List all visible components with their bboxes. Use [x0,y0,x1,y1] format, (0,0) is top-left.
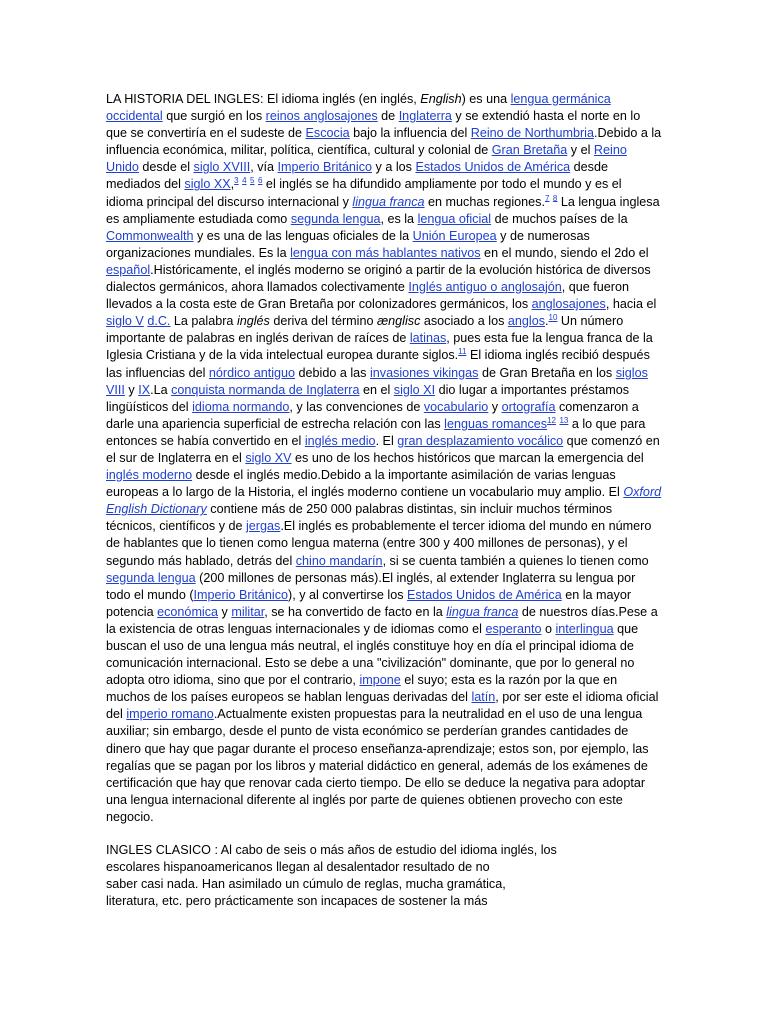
text-run: que buscan el uso de una lengua más neutral, el inglés constituye hoy en día el principal idioma de comunicación internacional. Esto se debe a una "civilización" dominante, que por lo general no adopta otro idioma, sino que por el contrario, [106,621,639,688]
text-run: dio lugar a importantes préstamos lingüísticos del [106,382,629,414]
text-run: de nuestros días.Pese a la existencia de otras lenguas internacionales y de idiomas como el [106,604,658,636]
article-link[interactable]: Imperio Británico [277,160,373,175]
text-run: en muchas regiones. [424,194,545,209]
text-run: y [488,399,502,414]
article-link[interactable]: Reino de Northumbria [470,126,594,141]
text-run: el suyo; esta es la razón por la que en muchos de los países europeos se hablan lenguas derivadas del [106,673,618,705]
text-run: , que fueron llevados a la costa este de Gran Bretaña por colonizadores germánicos, los [106,280,629,312]
italic-text: English [420,92,462,106]
article-link[interactable]: siglos VIII [106,365,648,397]
text-run: de muchos países de la [491,211,628,226]
article-link[interactable]: inglés medio [304,433,376,448]
article-link[interactable]: d.C. [147,314,171,329]
article-link[interactable]: Oxford English Dictionary [106,485,662,517]
text-run: en el [359,382,394,397]
article-link[interactable]: económica [157,604,219,619]
text-run: o [541,621,556,636]
text-run: desde el [138,160,194,175]
article-link[interactable]: Estados Unidos de América [407,587,562,602]
article-link[interactable]: Estados Unidos de América [415,160,571,175]
text-run: . El [375,433,398,448]
document-page [106,91,662,910]
text-run: , se ha convertido de facto en la [264,604,447,619]
classic-english-paragraph [106,842,662,910]
text-run: deriva del término [269,314,377,329]
article-link[interactable]: anglosajones [531,297,606,312]
text-run: El idioma inglés recibió después las influencias del [106,348,650,380]
article-link[interactable]: segunda lengua [290,211,381,226]
text-line: literatura, etc. pero prácticamente son incapaces de sostener la más [106,894,488,909]
article-link[interactable]: segunda lengua [106,570,196,585]
text-run: , [230,177,235,192]
text-run: ), y al convertirse los [288,587,407,602]
reference-link[interactable]: 4 [242,176,247,186]
text-run: y [218,604,232,619]
article-link[interactable]: siglo XVIII [193,160,251,175]
text-line: escolares hispanoamericanos llegan al desalentador resultado de no [106,860,490,875]
article-link[interactable]: español [106,262,151,277]
article-link[interactable]: inglés moderno [106,468,193,483]
text-run: y [124,382,139,397]
article-link[interactable]: jergas [246,519,281,534]
article-link[interactable]: Gran Bretaña [491,143,568,158]
text-run: en la mayor potencia [106,587,632,619]
article-link[interactable]: siglo XI [393,382,436,397]
article-link[interactable]: lengua oficial [417,211,492,226]
article-link[interactable]: siglo XX [184,177,231,192]
article-link[interactable]: lengua con más hablantes nativos [290,245,481,260]
article-link[interactable]: lengua germánica occidental [106,92,611,124]
reference-link[interactable]: 5 [250,176,255,186]
text-run: , por ser este el idioma oficial del [106,690,659,722]
text-run: y el [567,143,594,158]
text-run: (200 millones de personas más).El inglés, al extender Inglaterra su lengua por todo el mundo ( [106,570,636,602]
text-run: de Gran Bretaña en los [478,365,616,380]
text-run: y de numerosas organizaciones mundiales. Es la [106,228,590,260]
article-link[interactable]: latín [471,690,496,705]
article-link[interactable]: anglos [507,314,546,329]
text-run: desde el inglés medio.Debido a la importante asimilación de varias lenguas europeas a lo largo de la Historia, el inglés moderno contiene un vocabulario muy amplio. El [106,468,624,500]
article-link[interactable]: Unión Europea [412,228,497,243]
reference-link[interactable]: 11 [458,347,467,357]
text-run: .Históricamente, el inglés moderno se originó a partir de la evolución histórica de diversos dialectos germánicos, ahora llamados colectivamente [106,262,651,295]
article-link[interactable]: Imperio Británico [193,587,289,602]
article-link[interactable]: IX [138,382,151,397]
history-paragraph [106,91,662,826]
text-run: que comenzó en el sur de Inglaterra en el [106,433,660,465]
text-run: a lo que para entonces se había convertido en el [106,416,646,448]
article-link[interactable]: Commonwealth [106,228,194,243]
text-run: LA HISTORIA DEL INGLES: El idioma inglés (en inglés, [106,92,421,106]
article-link[interactable]: chino mandarín [295,553,383,568]
article-link[interactable]: lingua franca [352,194,425,209]
article-link[interactable]: militar [231,604,265,619]
article-link[interactable]: conquista normanda de Inglaterra [171,382,360,397]
text-run: .Actualmente existen propuestas para la neutralidad en el uso de una lengua auxiliar; sin embargo, desde el punto de vista económico se perderían grandes cantidades de dinero que hay que pagar durante el proceso enseñanza-aprendizaje; estos son, por ejemplo, las regalías que se pagan por los libros y material didáctico en general, además de los exámenes de certificación que hay que renovar cada cierto tiempo. De ello se deduce la negativa para adoptar una lengua internacional diferente al inglés por parte de quienes obtienen provecho con este negocio. [106,707,649,824]
text-run: que surgió en los [162,109,266,124]
article-link[interactable]: vocabulario [423,399,489,414]
article-link[interactable]: lenguas romances [444,416,548,431]
text-run: debido a las [295,365,370,380]
text-run: .La [150,382,172,397]
text-run: La lengua inglesa es ampliamente estudiada como [106,194,660,226]
reference-link[interactable]: 10 [548,313,558,323]
text-run: La palabra [170,314,237,329]
text-run: Un número importante de palabras en inglés derivan de raíces de [106,314,624,346]
text-run: y es una de las lenguas oficiales de la [193,228,413,243]
text-run: es uno de los hechos históricos que marcan la emergencia del [291,450,644,465]
article-link[interactable]: nórdico antiguo [208,365,296,380]
text-run: , hacia el [605,297,657,312]
reference-link[interactable]: 8 [552,193,558,203]
article-link[interactable]: Inglés antiguo o anglosajón [408,280,562,295]
text-run: , pues esta fue la lengua franca de la Iglesia Cristiana y de la vida intelectual europea durante siglos. [106,331,653,363]
text-run: bajo la influencia del [349,126,471,141]
text-line: INGLES CLASICO : Al cabo de seis o más años de estudio del idioma inglés, los [106,843,557,858]
article-link[interactable]: latinas [409,331,447,346]
text-run: .El inglés es probablemente el tercer idioma del mundo en número de hablantes que lo tienen como lengua materna (entre 300 y 400 millones de personas), y el segundo más hablado, detrás del [106,519,652,568]
article-link[interactable]: imperio romano [126,707,214,722]
article-link[interactable]: Escocia [305,126,350,141]
text-run: , es la [380,211,418,226]
article-link[interactable]: reinos anglosajones [265,109,378,124]
text-run: contiene más de 250 000 palabras distintas, sin incluir muchos términos técnicos, científicos y de [106,502,613,534]
article-link[interactable]: invasiones vikingas [369,365,479,380]
article-link[interactable]: Inglaterra [398,109,452,124]
text-run: , si se cuenta también a quienes lo tienen como [382,553,649,568]
text-run: , vía [250,160,278,175]
text-run: .Debido a la influencia económica, militar, política, científica, cultural y colonial de [106,126,662,158]
reference-link[interactable]: 7 [544,193,550,203]
text-run: asociado a los [420,314,508,329]
text-line: saber casi nada. Han asimilado un cúmulo de reglas, mucha gramática, [106,877,506,892]
article-link[interactable]: interlingua [555,621,614,636]
article-link[interactable]: impone [359,673,401,688]
reference-link[interactable]: 12 [547,415,556,425]
text-run: de [377,109,399,124]
article-link[interactable]: esperanto [485,621,542,636]
reference-link[interactable]: 6 [257,176,263,186]
text-run: desde mediados del [106,160,608,192]
article-link[interactable]: lingua franca [446,604,519,619]
text-run: , y las convenciones de [289,399,424,414]
text-run: . [545,314,549,329]
article-link[interactable]: idioma normando [192,399,290,414]
reference-link[interactable]: 13 [559,415,569,425]
article-link[interactable]: siglo V [106,314,144,329]
article-link[interactable]: siglo XV [245,450,292,465]
article-link[interactable]: Reino Unido [106,143,627,175]
italic-text: ænglisc [376,314,421,329]
text-run: ) es una [461,92,511,106]
text-run: comenzaron a darle una apariencia superficial de estrecha relación con las [106,399,639,431]
text-run: y se extendió hasta el norte en lo que se convertiría en el sudeste de [106,109,641,141]
italic-text: inglés [236,314,270,329]
text-run: en el mundo, siendo el 2do el [480,245,649,260]
text-run: el inglés se ha difundido ampliamente por todo el mundo y es el idioma principal del discurso internacional y [106,177,622,209]
text-run: y a los [372,160,416,175]
article-link[interactable]: ortografía [501,399,556,414]
article-link[interactable]: gran desplazamiento vocálico [397,433,564,448]
reference-link[interactable]: 3 [234,176,239,186]
